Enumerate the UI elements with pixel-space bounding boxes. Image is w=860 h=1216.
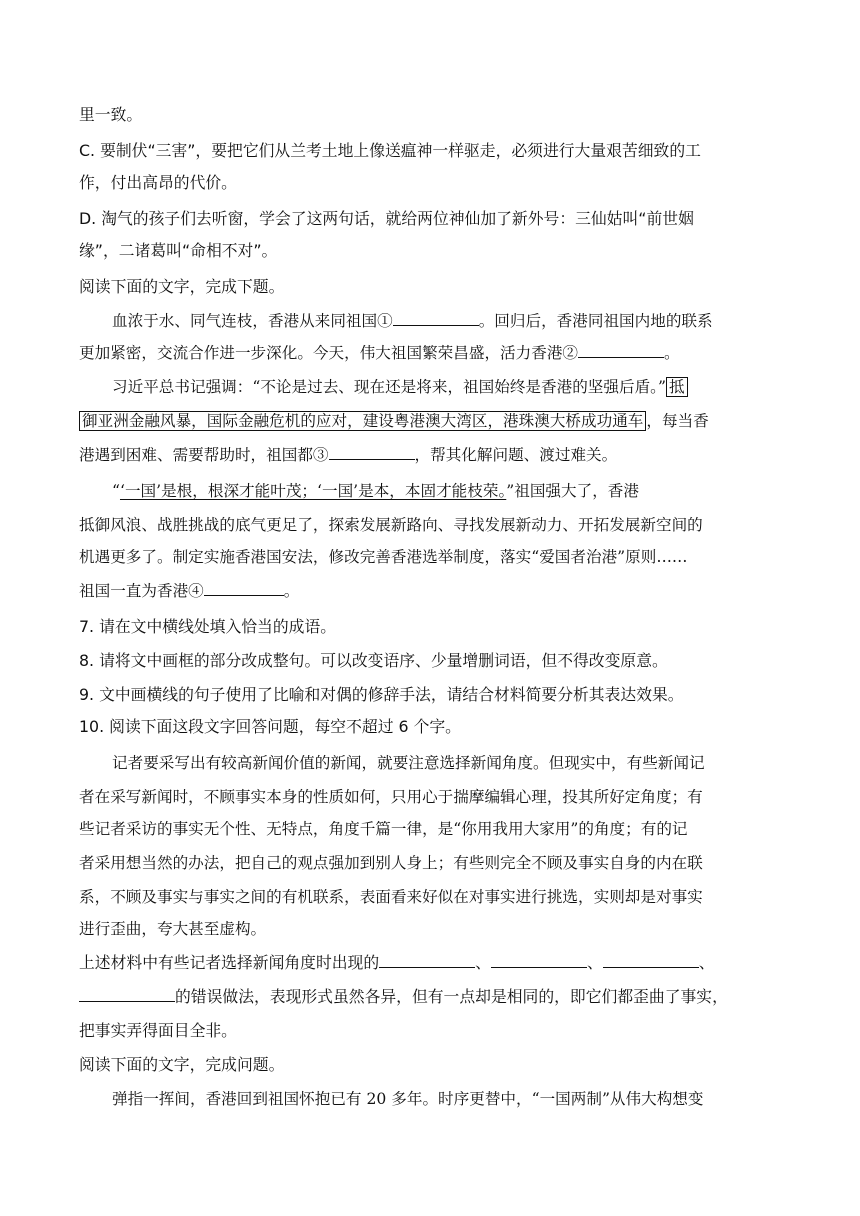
boxed-text-part1: 抵 <box>666 377 688 397</box>
option-c-line-2: 作，付出高昂的代价。 <box>79 173 237 192</box>
passage2-line6: 进行歪曲，夸大甚至虚构。 <box>79 920 267 938</box>
blank-3 <box>329 445 415 460</box>
option-d-line-1: D. 淘气的孩子们去听窗，学会了这两句话，就给两位神仙加了新外号：三仙姑叫“前世姻 <box>79 209 694 228</box>
question-7: 7. 请在文中横线处填入恰当的成语。 <box>79 617 337 636</box>
answer-blank-1 <box>379 953 475 968</box>
passage1-p3-line4: 祖国一直为香港④ 。 <box>79 582 300 600</box>
passage2-line3: 些记者采访的事实无个性、无特点，角度千篇一律，是“你用我用大家用”的角度；有的记 <box>79 820 688 838</box>
passage2-line4: 者采用想当然的办法，把自己的观点强加到别人身上；有些则完全不顾及事实自身的内在联 <box>79 854 703 872</box>
option-b-tail: 里一致。 <box>79 105 143 124</box>
passage1-p2-line3: 港遇到困难、需要帮助时，祖国都③ ，帮其化解问题、渡过难关。 <box>79 446 618 464</box>
passage2-line1: 记者要采写出有较高新闻价值的新闻，就要注意选择新闻角度。但现实中，有些新闻记 <box>112 754 705 772</box>
passage2-line2: 者在采写新闻时，不顾事实本身的性质如何，只用心于揣摩编辑心理，投其所好定角度；有 <box>79 788 703 806</box>
q10-answer-line1: 上述材料中有些记者选择新闻角度时出现的 、 、 、 <box>79 953 715 972</box>
answer-blank-4 <box>79 987 175 1002</box>
blank-4 <box>204 581 284 596</box>
blank-1 <box>393 311 479 326</box>
passage1-p3-line3: 机遇更多了。制定实施香港国安法，修改完善香港选举制度，落实“爱国者治港”原则…… <box>79 548 688 566</box>
question-9: 9. 文中画横线的句子使用了比喻和对偶的修辞手法，请结合材料简要分析其表达效果。 <box>79 685 684 704</box>
option-c-line-1: C. 要制伏“三害”，要把它们从兰考土地上像送瘟神一样驱走，必须进行大量艰苦细致的工 <box>79 141 701 160</box>
passage1-p2-line2: 御亚洲金融风暴，国际金融危机的应对，建设粤港澳大湾区，港珠澳大桥成功通车 ，每当香 <box>79 410 799 432</box>
passage1-p2-line1: 习近平总书记强调：“不论是过去、现在还是将来，祖国始终是香港的坚强后盾。” 抵 <box>112 376 802 398</box>
answer-blank-2 <box>491 953 587 968</box>
passage1-p3-line2: 抵御风浪、战胜挑战的底气更足了，探索发展新路向、寻找发展新动力、开拓发展新空间的 <box>79 516 703 534</box>
passage3-line1: 弹指一挥间，香港回到祖国怀抱已有 20 多年。时序更替中，“一国两制”从伟大构想变 <box>112 1090 704 1108</box>
answer-blank-3 <box>603 953 699 968</box>
boxed-text-part2: 御亚洲金融风暴，国际金融危机的应对，建设粤港澳大湾区，港珠澳大桥成功通车 <box>79 411 646 431</box>
option-d-line-2: 缘”，二诸葛叫“命相不对”。 <box>79 241 278 260</box>
reading-instruction-2: 阅读下面的文字，完成问题。 <box>79 1055 285 1074</box>
blank-2 <box>578 343 664 358</box>
q10-answer-line2: 的错误做法，表现形式虽然各异，但有一点却是相同的，即它们都歪曲了事实， <box>79 986 799 1008</box>
passage1-p1-line1: 血浓于水、同气连枝，香港从来同祖国① 。回归后，香港同祖国内地的联系 <box>112 312 713 330</box>
underlined-sentence: ‘一国’是根，根深才能叶茂；‘一国’是本，本固才能枝荣。 <box>119 482 507 500</box>
reading-instruction-1: 阅读下面的文字，完成下题。 <box>79 277 285 296</box>
question-8: 8. 请将文中画框的部分改成整句。可以改变语序、少量增删词语，但不得改变原意。 <box>79 651 668 670</box>
passage2-line5: 系，不顾及事实与事实之间的有机联系，表面看来好似在对事实进行挑选，实则却是对事实 <box>79 888 703 906</box>
passage1-p1-line2: 更加紧密，交流合作进一步深化。今天，伟大祖国繁荣昌盛，活力香港② 。 <box>79 344 680 362</box>
passage1-p3-line1: “‘一国’是根，根深才能叶茂；‘一国’是本，本固才能枝荣。”祖国强大了，香港 <box>112 482 639 500</box>
question-10: 10. 阅读下面这段文字回答问题，每空不超过 6 个字。 <box>79 717 461 736</box>
q10-answer-line3: 把事实弄得面目全非。 <box>79 1021 237 1040</box>
